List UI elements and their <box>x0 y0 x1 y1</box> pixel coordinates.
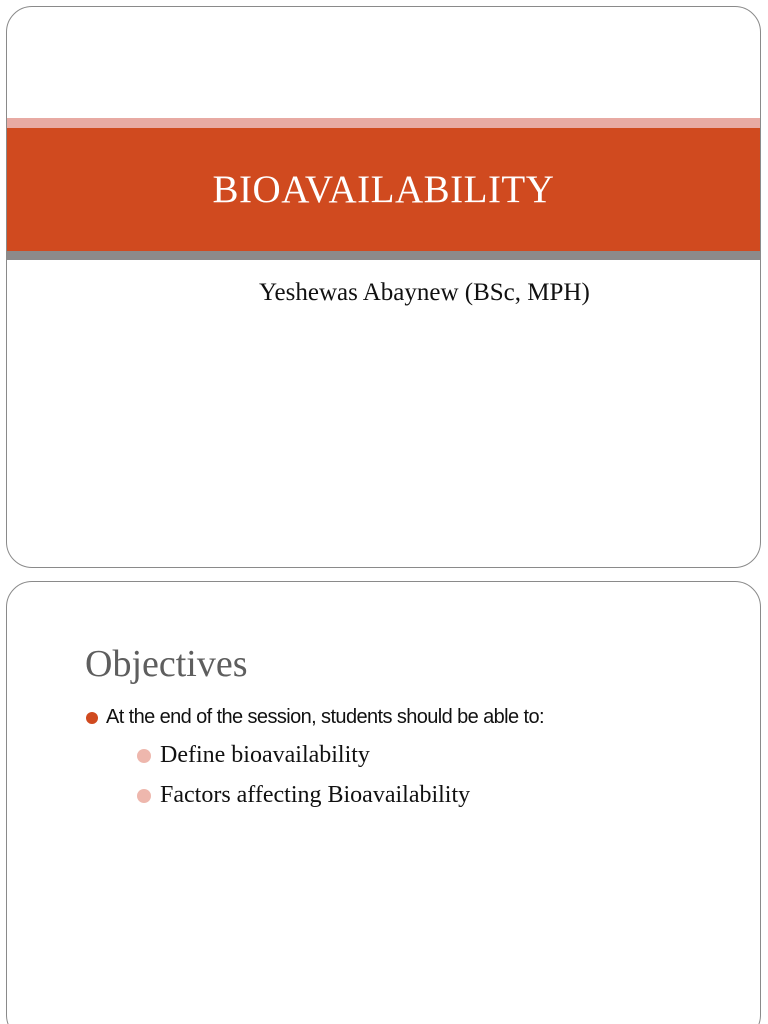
slide-2 <box>6 581 761 1024</box>
sub-bullet-item <box>137 782 470 809</box>
sub-bullet-text: Factors affecting Bioavailability <box>160 782 471 808</box>
sub-bullet-item <box>137 742 370 769</box>
objectives-heading: Objectives <box>85 643 248 685</box>
sub-bullet-text: Define bioavailability <box>160 742 370 768</box>
bullet-text: At the end of the session, students should be able to: <box>106 706 544 728</box>
sub-bullet-dot-icon <box>137 789 151 803</box>
author-subtitle: Yeshewas Abaynew (BSc, MPH) <box>259 279 590 306</box>
bullet-item <box>86 706 544 729</box>
title-band-bottom-stripe <box>7 251 760 260</box>
title-band-top-stripe <box>7 118 760 128</box>
slide-1 <box>6 6 761 568</box>
bullet-dot-icon <box>86 712 98 724</box>
sub-bullet-dot-icon <box>137 749 151 763</box>
slide-title: BIOAVAILABILITY <box>212 168 555 211</box>
